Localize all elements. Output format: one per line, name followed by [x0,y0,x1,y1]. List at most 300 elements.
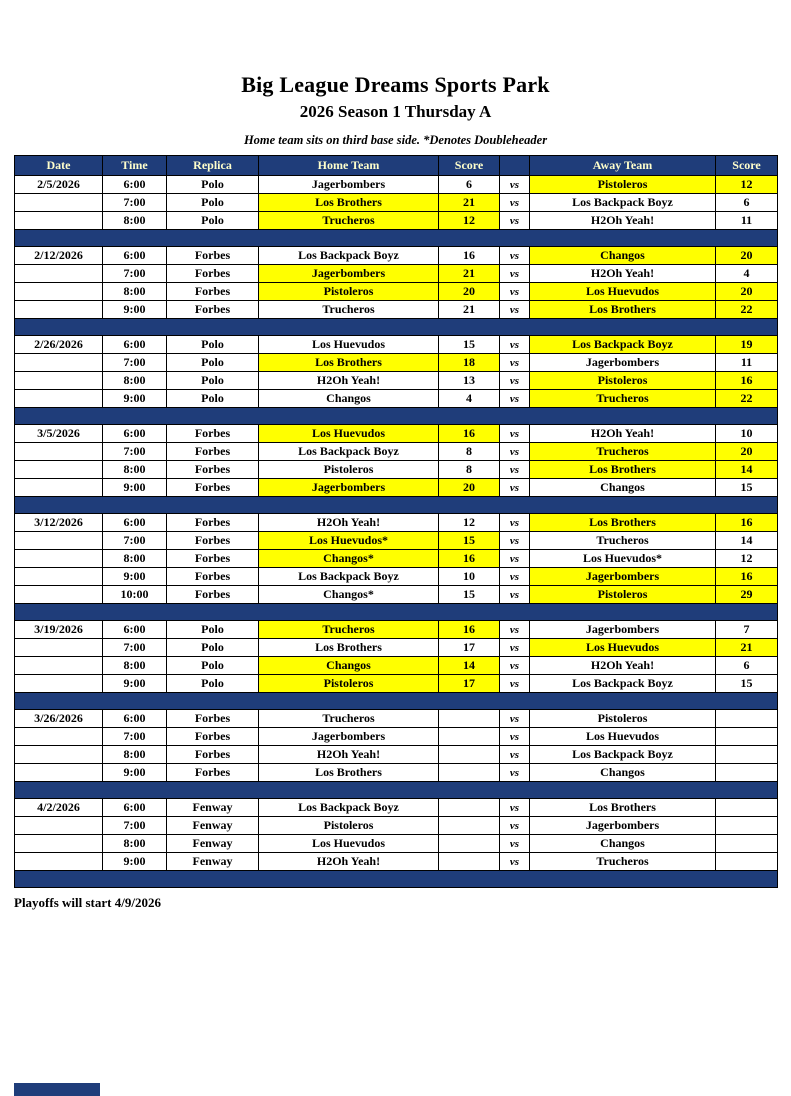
date-cell [15,568,103,586]
header-cell-home-team: Home Team [259,156,439,176]
replica-cell: Forbes [167,425,259,443]
time-cell: 7:00 [103,532,167,550]
away-team-cell: Changos [530,479,716,497]
home-score-cell: 6 [439,176,500,194]
game-row [15,835,778,853]
header-cell-away-team: Away Team [530,156,716,176]
home-team-cell: Los Backpack Boyz [259,443,439,461]
vs-cell: vs [500,835,530,853]
away-score-cell [716,764,778,782]
home-team-cell: Los Huevudos [259,336,439,354]
game-row [15,639,778,657]
date-cell [15,550,103,568]
home-score-cell [439,835,500,853]
away-score-cell: 12 [716,176,778,194]
time-cell: 7:00 [103,639,167,657]
date-cell [15,194,103,212]
replica-cell: Polo [167,639,259,657]
away-score-cell [716,710,778,728]
replica-cell: Forbes [167,568,259,586]
home-team-cell: Changos [259,390,439,408]
group-separator [15,782,778,799]
game-row [15,586,778,604]
home-score-cell: 12 [439,514,500,532]
time-cell: 6:00 [103,799,167,817]
vs-cell: vs [500,176,530,194]
vs-cell: vs [500,532,530,550]
time-cell: 7:00 [103,443,167,461]
vs-cell: vs [500,283,530,301]
replica-cell: Polo [167,176,259,194]
away-score-cell: 29 [716,586,778,604]
home-score-cell: 17 [439,675,500,693]
game-row [15,710,778,728]
separator-bar [15,408,778,425]
vs-cell: vs [500,212,530,230]
away-score-cell: 6 [716,194,778,212]
away-score-cell: 20 [716,283,778,301]
home-team-cell: Changos* [259,550,439,568]
vs-cell: vs [500,425,530,443]
game-row [15,194,778,212]
away-team-cell: Jagerbombers [530,568,716,586]
away-score-cell: 16 [716,372,778,390]
away-score-cell [716,746,778,764]
date-cell: 4/2/2026 [15,799,103,817]
game-row [15,764,778,782]
away-score-cell: 11 [716,212,778,230]
date-cell [15,853,103,871]
home-score-cell: 8 [439,461,500,479]
time-cell: 9:00 [103,390,167,408]
header-cell-home-score: Score [439,156,500,176]
group-separator [15,604,778,621]
time-cell: 8:00 [103,283,167,301]
replica-cell: Polo [167,336,259,354]
vs-cell: vs [500,514,530,532]
home-team-cell: Los Brothers [259,639,439,657]
game-row [15,532,778,550]
home-team-cell: Trucheros [259,301,439,319]
game-row [15,283,778,301]
home-score-cell: 21 [439,265,500,283]
season-subtitle: 2026 Season 1 Thursday A [299,102,492,121]
vs-cell: vs [500,265,530,283]
date-cell [15,675,103,693]
game-row [15,443,778,461]
header-cell-time: Time [103,156,167,176]
separator-bar [15,871,778,888]
vs-cell: vs [500,621,530,639]
away-score-cell: 11 [716,354,778,372]
separator-bar [15,604,778,621]
date-cell [15,586,103,604]
game-row [15,372,778,390]
home-team-cell: Changos* [259,586,439,604]
page-title: Big League Dreams Sports Park [241,72,550,97]
time-cell: 6:00 [103,247,167,265]
date-cell [15,764,103,782]
away-team-cell: Changos [530,764,716,782]
date-cell [15,817,103,835]
replica-cell: Forbes [167,283,259,301]
vs-cell: vs [500,390,530,408]
home-score-cell: 21 [439,194,500,212]
vs-cell: vs [500,817,530,835]
away-team-cell: Los Huevudos [530,728,716,746]
away-team-cell: Changos [530,835,716,853]
vs-cell: vs [500,354,530,372]
game-row [15,176,778,194]
home-team-cell: Jagerbombers [259,479,439,497]
replica-cell: Fenway [167,799,259,817]
vs-cell: vs [500,301,530,319]
away-score-cell [716,835,778,853]
time-cell: 7:00 [103,728,167,746]
away-team-cell: Jagerbombers [530,354,716,372]
replica-cell: Forbes [167,586,259,604]
away-team-cell: Los Backpack Boyz [530,194,716,212]
home-score-cell: 16 [439,621,500,639]
replica-cell: Forbes [167,479,259,497]
away-team-cell: Trucheros [530,853,716,871]
bottom-bar-decoration [14,1083,100,1096]
date-cell [15,443,103,461]
home-team-cell: Pistoleros [259,283,439,301]
game-row [15,425,778,443]
time-cell: 8:00 [103,835,167,853]
time-cell: 6:00 [103,176,167,194]
time-cell: 10:00 [103,586,167,604]
group-separator [15,230,778,247]
game-row [15,675,778,693]
replica-cell: Fenway [167,835,259,853]
time-cell: 8:00 [103,746,167,764]
away-score-cell: 19 [716,336,778,354]
vs-cell: vs [500,194,530,212]
separator-bar [15,782,778,799]
replica-cell: Polo [167,212,259,230]
separator-bar [15,230,778,247]
away-score-cell [716,799,778,817]
home-team-cell: Trucheros [259,621,439,639]
away-team-cell: H2Oh Yeah! [530,425,716,443]
home-team-cell: Trucheros [259,212,439,230]
time-cell: 9:00 [103,568,167,586]
date-cell: 3/26/2026 [15,710,103,728]
separator-bar [15,497,778,514]
home-team-cell: Pistoleros [259,461,439,479]
away-score-cell: 16 [716,514,778,532]
away-score-cell: 15 [716,479,778,497]
away-team-cell: Pistoleros [530,586,716,604]
time-cell: 6:00 [103,514,167,532]
home-score-cell: 12 [439,212,500,230]
vs-cell: vs [500,710,530,728]
away-team-cell: Los Huevudos [530,639,716,657]
away-score-cell [716,853,778,871]
home-score-cell: 15 [439,336,500,354]
away-score-cell: 10 [716,425,778,443]
date-cell [15,728,103,746]
date-cell: 3/5/2026 [15,425,103,443]
away-score-cell: 14 [716,532,778,550]
time-cell: 6:00 [103,710,167,728]
time-cell: 8:00 [103,657,167,675]
date-cell [15,301,103,319]
game-row [15,247,778,265]
replica-cell: Fenway [167,817,259,835]
game-row [15,746,778,764]
time-cell: 7:00 [103,265,167,283]
date-cell [15,354,103,372]
away-team-cell: H2Oh Yeah! [530,657,716,675]
vs-cell: vs [500,479,530,497]
away-score-cell: 4 [716,265,778,283]
away-score-cell: 22 [716,390,778,408]
away-team-cell: Trucheros [530,390,716,408]
home-score-cell: 20 [439,479,500,497]
replica-cell: Polo [167,675,259,693]
home-team-cell: Los Backpack Boyz [259,247,439,265]
date-cell [15,835,103,853]
away-score-cell: 20 [716,443,778,461]
home-score-cell: 4 [439,390,500,408]
away-score-cell: 14 [716,461,778,479]
home-team-cell: Los Huevudos* [259,532,439,550]
vs-cell: vs [500,853,530,871]
vs-cell: vs [500,639,530,657]
away-team-cell: Jagerbombers [530,817,716,835]
replica-cell: Polo [167,372,259,390]
date-cell [15,283,103,301]
home-team-cell: Los Huevudos [259,835,439,853]
home-team-cell: Changos [259,657,439,675]
home-team-cell: Jagerbombers [259,176,439,194]
date-cell [15,390,103,408]
playoffs-footer: Playoffs will start 4/9/2026 [14,895,161,910]
home-team-note: Home team sits on third base side. *Denotes Doubleheader [243,133,548,147]
home-score-cell: 18 [439,354,500,372]
vs-cell: vs [500,550,530,568]
date-cell [15,746,103,764]
replica-cell: Forbes [167,301,259,319]
home-score-cell: 17 [439,639,500,657]
game-row [15,657,778,675]
date-cell [15,532,103,550]
home-score-cell: 16 [439,550,500,568]
away-team-cell: Changos [530,247,716,265]
replica-cell: Forbes [167,265,259,283]
home-score-cell: 15 [439,532,500,550]
date-cell [15,479,103,497]
away-score-cell [716,817,778,835]
group-separator [15,871,778,888]
home-score-cell [439,710,500,728]
replica-cell: Forbes [167,443,259,461]
header-cell-away-score: Score [716,156,778,176]
away-score-cell: 16 [716,568,778,586]
game-row [15,265,778,283]
date-cell [15,639,103,657]
time-cell: 8:00 [103,212,167,230]
vs-cell: vs [500,657,530,675]
game-row [15,301,778,319]
date-cell: 2/26/2026 [15,336,103,354]
game-row [15,390,778,408]
date-cell [15,657,103,675]
vs-cell: vs [500,372,530,390]
away-team-cell: H2Oh Yeah! [530,212,716,230]
home-team-cell: Trucheros [259,710,439,728]
game-row [15,817,778,835]
away-score-cell [716,728,778,746]
home-score-cell: 16 [439,247,500,265]
date-cell: 2/5/2026 [15,176,103,194]
home-score-cell [439,853,500,871]
away-team-cell: Trucheros [530,443,716,461]
away-score-cell: 15 [716,675,778,693]
home-score-cell: 10 [439,568,500,586]
time-cell: 6:00 [103,336,167,354]
home-team-cell: Los Backpack Boyz [259,568,439,586]
vs-cell: vs [500,336,530,354]
game-row [15,853,778,871]
replica-cell: Forbes [167,550,259,568]
home-score-cell: 20 [439,283,500,301]
home-score-cell: 14 [439,657,500,675]
date-cell: 3/12/2026 [15,514,103,532]
home-team-cell: Los Brothers [259,354,439,372]
away-team-cell: Los Brothers [530,461,716,479]
game-row [15,479,778,497]
header-cell-replica: Replica [167,156,259,176]
time-cell: 9:00 [103,675,167,693]
away-team-cell: Los Backpack Boyz [530,336,716,354]
home-score-cell: 8 [439,443,500,461]
vs-cell: vs [500,461,530,479]
away-team-cell: Pistoleros [530,176,716,194]
separator-bar [15,693,778,710]
home-score-cell [439,728,500,746]
replica-cell: Polo [167,621,259,639]
game-row [15,336,778,354]
game-row [15,799,778,817]
home-team-cell: Pistoleros [259,675,439,693]
game-row [15,212,778,230]
date-cell [15,461,103,479]
home-team-cell: H2Oh Yeah! [259,746,439,764]
time-cell: 7:00 [103,194,167,212]
away-team-cell: Pistoleros [530,372,716,390]
vs-cell: vs [500,764,530,782]
date-cell [15,212,103,230]
away-score-cell: 6 [716,657,778,675]
replica-cell: Forbes [167,728,259,746]
away-score-cell: 20 [716,247,778,265]
replica-cell: Polo [167,354,259,372]
away-score-cell: 21 [716,639,778,657]
home-score-cell [439,799,500,817]
vs-cell: vs [500,247,530,265]
home-team-cell: H2Oh Yeah! [259,853,439,871]
time-cell: 9:00 [103,853,167,871]
game-row [15,354,778,372]
time-cell: 7:00 [103,354,167,372]
home-score-cell: 13 [439,372,500,390]
away-team-cell: Los Brothers [530,514,716,532]
home-team-cell: Los Huevudos [259,425,439,443]
time-cell: 8:00 [103,550,167,568]
replica-cell: Forbes [167,461,259,479]
home-team-cell: Pistoleros [259,817,439,835]
away-score-cell: 12 [716,550,778,568]
time-cell: 8:00 [103,372,167,390]
schedule-body [15,176,778,888]
group-separator [15,693,778,710]
replica-cell: Forbes [167,247,259,265]
away-team-cell: Los Brothers [530,799,716,817]
game-row [15,514,778,532]
replica-cell: Forbes [167,514,259,532]
away-score-cell: 22 [716,301,778,319]
vs-cell: vs [500,728,530,746]
home-team-cell: Jagerbombers [259,728,439,746]
header-cell-date: Date [15,156,103,176]
time-cell: 9:00 [103,479,167,497]
game-row [15,568,778,586]
group-separator [15,319,778,336]
away-team-cell: Los Huevudos* [530,550,716,568]
home-team-cell: H2Oh Yeah! [259,514,439,532]
home-score-cell [439,817,500,835]
time-cell: 8:00 [103,461,167,479]
away-team-cell: Jagerbombers [530,621,716,639]
game-row [15,461,778,479]
home-score-cell: 15 [439,586,500,604]
home-team-cell: Jagerbombers [259,265,439,283]
time-cell: 6:00 [103,425,167,443]
game-row [15,728,778,746]
group-separator [15,497,778,514]
replica-cell: Forbes [167,764,259,782]
replica-cell: Polo [167,390,259,408]
schedule-table [14,155,778,888]
date-cell: 2/12/2026 [15,247,103,265]
time-cell: 6:00 [103,621,167,639]
game-row [15,550,778,568]
separator-bar [15,319,778,336]
away-team-cell: H2Oh Yeah! [530,265,716,283]
replica-cell: Forbes [167,710,259,728]
header-row [15,156,778,176]
home-score-cell [439,764,500,782]
vs-cell: vs [500,799,530,817]
replica-cell: Forbes [167,532,259,550]
header-cell-vs [500,156,530,176]
time-cell: 9:00 [103,301,167,319]
away-team-cell: Los Brothers [530,301,716,319]
date-cell: 3/19/2026 [15,621,103,639]
group-separator [15,408,778,425]
replica-cell: Fenway [167,853,259,871]
home-team-cell: H2Oh Yeah! [259,372,439,390]
home-team-cell: Los Brothers [259,194,439,212]
vs-cell: vs [500,568,530,586]
away-score-cell: 7 [716,621,778,639]
away-team-cell: Pistoleros [530,710,716,728]
away-team-cell: Trucheros [530,532,716,550]
